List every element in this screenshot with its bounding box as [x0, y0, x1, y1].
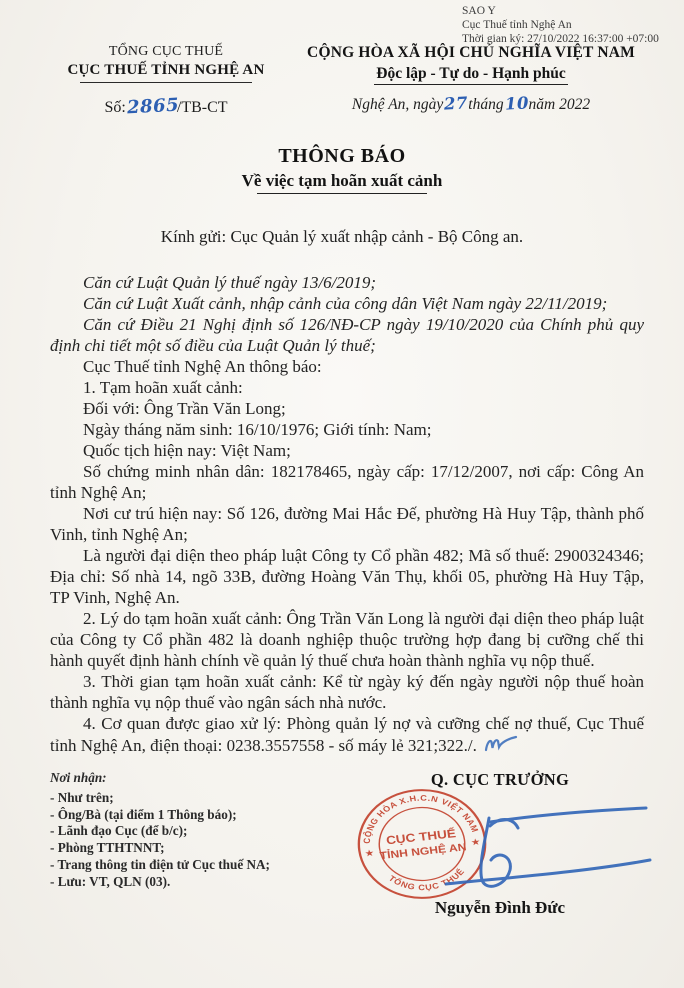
recipient-item: - Lưu: VT, QLN (03). — [50, 873, 171, 889]
id-card-line: Số chứng minh nhân dân: 182178465, ngày cấp: 17/12/2007, nơi cấp: Công An tỉnh Nghệ An; — [50, 462, 644, 502]
recipient-item: - Phòng TTHTNNT; — [50, 840, 165, 856]
date-line-month-word: tháng — [468, 96, 504, 113]
stamp-center-line-2: TỈNH NGHỆ AN — [379, 841, 468, 862]
issuing-agency-block — [40, 44, 292, 117]
legal-basis-paragraph: Căn cứ Luật Xuất cảnh, nhập cảnh của công dân Việt Nam ngày 22/11/2019; — [83, 294, 608, 313]
handwritten-day: 27 — [443, 93, 469, 114]
handwritten-document-number: 2865 — [126, 94, 180, 119]
document-subtitle: Về việc tạm hoãn xuất cảnh — [0, 171, 684, 194]
birthdate-gender-line: Ngày tháng năm sinh: 16/10/1976; Giới tính: Nam; — [83, 420, 432, 439]
document-number-suffix: /TB-CT — [176, 99, 228, 116]
certification-sign-time: Thời gian ký: 27/10/2022 16:37:00 +07:00 — [462, 33, 659, 45]
recipient-item: - Ông/Bà (tại điểm 1 Thông báo); — [50, 806, 237, 822]
national-motto-block — [292, 44, 650, 117]
company-representative-line: Là người đại diện theo pháp luật Công ty Cổ phần 482; Mã số thuế: 2900324346; Địa chỉ: Số nhà 14, ngõ 33B, đường Hoàng Văn Thụ, khối 05, phường Hà Huy Tập, TP Vinh, Nghệ An. — [50, 546, 644, 607]
stamp-star-right-icon: ★ — [470, 837, 482, 849]
national-motto-text: Độc lập - Tự do - Hạnh phúc — [374, 65, 567, 85]
stamp-star-left-icon: ★ — [364, 848, 376, 860]
legal-basis-paragraph: Căn cứ Điều 21 Nghị định số 126/NĐ-CP ngày 19/10/2020 của Chính phủ quy định chi tiết một số điều của Luật Quản lý thuế; — [50, 315, 644, 355]
nationality-line: Quốc tịch hiện nay: Việt Nam; — [83, 441, 291, 460]
certification-agency: Cục Thuế tỉnh Nghệ An — [462, 19, 572, 31]
recipient-line: Kính gửi: Cục Quản lý xuất nhập cảnh - Bộ Công an. — [160, 227, 524, 246]
stamp-center-line-1: CỤC THUẾ — [385, 827, 457, 848]
section-1-heading: 1. Tạm hoãn xuất cảnh: — [83, 378, 243, 397]
section-3-paragraph: 3. Thời gian tạm hoãn xuất cảnh: Kể từ ngày ký đến ngày người nộp thuế hoàn thành nghĩa vụ nộp thuế vào ngân sách nhà nước. — [50, 672, 644, 712]
date-line-place: Nghệ An, ngày — [351, 96, 444, 113]
recipient-item: - Lãnh đạo Cục (để b/c); — [50, 823, 188, 839]
date-line — [292, 94, 650, 114]
document-body — [0, 272, 684, 756]
section-2-paragraph: 2. Lý do tạm hoãn xuất cảnh: Ông Trần Văn Long là người đại diện theo pháp luật của Công ty Cổ phần 482 là doanh nghiệp thuộc trường hợp đang bị cưỡng chế thi hành quyết định hành chính về quản lý thuế chưa hoàn thành nghĩa vụ nộp thuế. — [50, 609, 644, 670]
document-title-block — [0, 145, 684, 194]
signature-block — [350, 770, 650, 956]
section-4-text: 4. Cơ quan được giao xử lý: Phòng quản lý nợ và cưỡng chế nợ thuế, Cục Thuế tỉnh Nghệ An, điện thoại: 0238.3557558 - số máy lẻ 321;322./. — [50, 714, 644, 755]
legal-basis-paragraph: Căn cứ Luật Quản lý thuế ngày 13/6/2019; — [83, 273, 377, 292]
subject-name-line: Đối với: Ông Trần Văn Long; — [83, 399, 286, 418]
signer-name: Nguyễn Đình Đức — [434, 898, 566, 917]
certification-block — [462, 4, 659, 46]
agency-parent-name: TỔNG CỤC THUẾ — [108, 44, 224, 59]
stamp-ring-bottom-text: TỔNG CỤC THUẾ — [386, 866, 467, 892]
agency-name: CỤC THUẾ TỈNH NGHỆ AN — [40, 62, 292, 83]
legal-basis-block — [50, 272, 644, 356]
pen-mark-icon — [483, 734, 519, 754]
handwritten-month: 10 — [504, 93, 530, 114]
announcement-intro: Cục Thuế tỉnh Nghệ An thông báo: — [83, 357, 322, 376]
document-title: THÔNG BÁO — [278, 145, 406, 167]
signer-title: Q. CỤC TRƯỞNG — [430, 770, 570, 789]
residence-line: Nơi cư trú hiện nay: Số 126, đường Mai Hắc Đế, phường Hà Huy Tập, thành phố Vinh, tỉnh Nghệ An; — [50, 504, 644, 544]
national-title: CỘNG HÒA XÃ HỘI CHỦ NGHĨA VIỆT NAM — [307, 44, 635, 61]
recipient-item: - Trang thông tin điện tử Cục thuế NA; — [50, 856, 270, 872]
certification-copy-label: SAO Y — [462, 5, 496, 17]
document-number-line — [40, 96, 292, 117]
date-line-year: năm 2022 — [528, 96, 591, 113]
recipients-block — [50, 770, 350, 956]
document-number-prefix: Số: — [104, 99, 126, 116]
stamp-ring-top-text: CỘNG HÒA X.H.C.N VIỆT NAM — [361, 793, 481, 845]
document-footer — [0, 756, 684, 956]
handwritten-signature-icon — [394, 788, 660, 900]
section-4-paragraph — [50, 713, 644, 756]
national-motto — [292, 65, 650, 83]
recipient-item: - Như trên; — [50, 789, 114, 805]
recipients-label: Nơi nhận: — [50, 770, 107, 785]
